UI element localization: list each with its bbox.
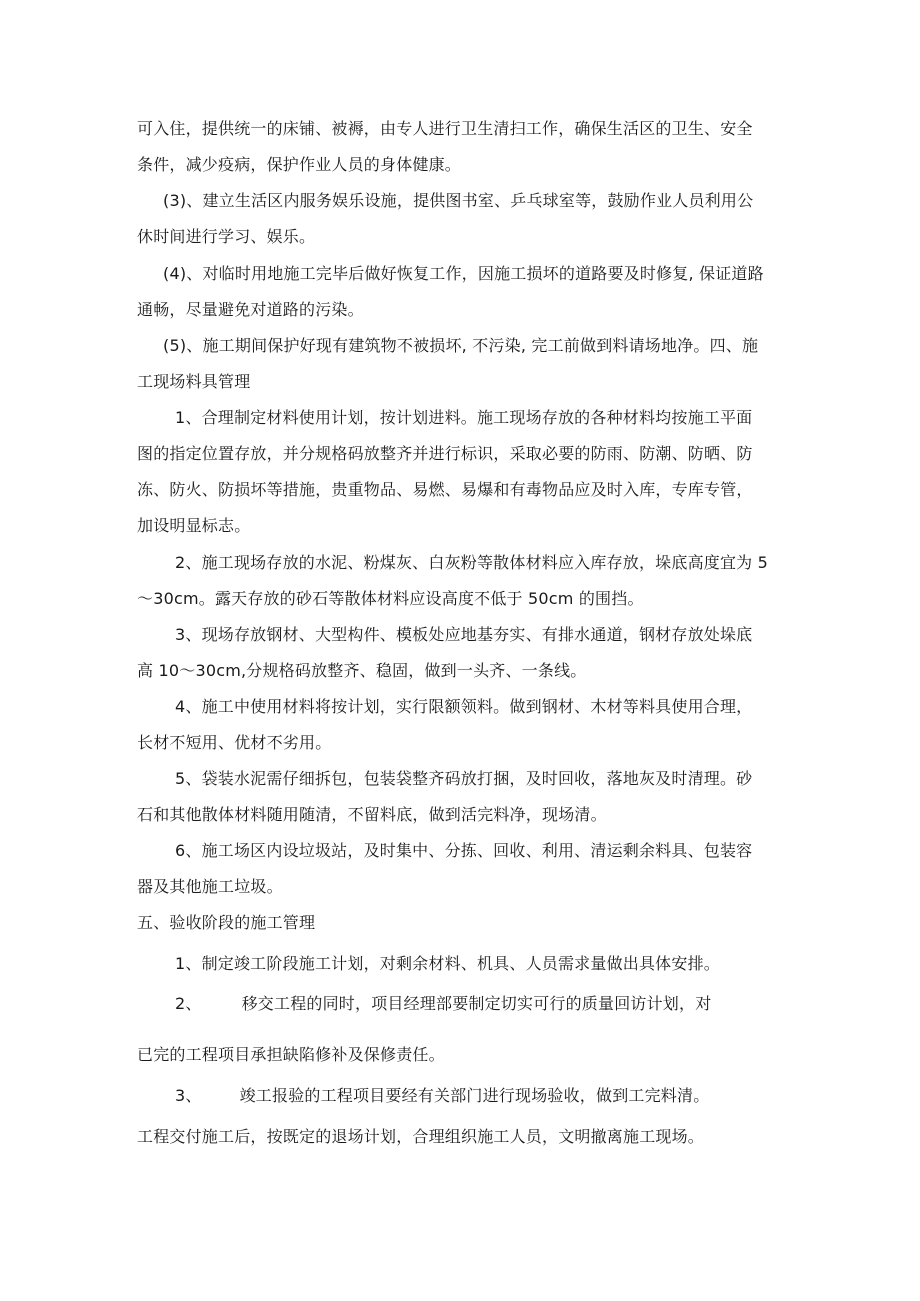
text-line: 1、合理制定材料使用计划，按计划进料。施工现场存放的各种材料均按施工平面 <box>175 408 753 427</box>
text-line: 通畅，尽量避免对道路的污染。 <box>137 300 364 319</box>
text-line: 石和其他散体材料随用随清，不留料底，做到活完料净，现场清。 <box>137 805 607 824</box>
text-line: 可入住，提供统一的床铺、被褥，由专人进行卫生清扫工作，确保生活区的卫生、安全 <box>137 119 753 138</box>
text-line: 加设明显标志。 <box>137 516 251 535</box>
item-text: 竣工报验的工程项目要经有关部门进行现场验收，做到工完料清。 <box>239 1086 710 1105</box>
text-line: 休时间进行学习、娱乐。 <box>137 227 316 246</box>
text-line: 2、施工现场存放的水泥、粉煤灰、白灰粉等散体材料应入库存放，垛底高度宜为 5 <box>175 553 769 572</box>
text-line: 已完的工程项目承担缺陷修补及保修责任。 <box>137 1045 445 1064</box>
item-number: 2、 <box>175 994 202 1013</box>
text-line <box>175 993 711 1015</box>
text-line: (4)、对临时用地施工完毕后做好恢复工作，因施工损坏的道路要及时修复, 保证道路 <box>163 264 764 283</box>
section-heading: 五、验收阶段的施工管理 <box>137 913 316 932</box>
text-line: 图的指定位置存放，并分规格码放整齐并进行标识，采取必要的防雨、防潮、防晒、防 <box>137 444 753 463</box>
text-line: 工现场料具管理 <box>137 372 251 391</box>
text-line: 4、施工中使用材料将按计划，实行限额领料。做到钢材、木材等料具使用合理， <box>175 697 753 716</box>
text-line: 5、袋装水泥需仔细拆包，包装袋整齐码放打捆，及时回收，落地灰及时清理。砂 <box>175 769 753 788</box>
text-line: 6、施工场区内设垃圾站，及时集中、分拣、回收、利用、清运剩余料具、包装容 <box>175 841 753 860</box>
text-line: 工程交付施工后，按既定的退场计划，合理组织施工人员，文明撤离施工现场。 <box>137 1127 705 1146</box>
text-line: (3)、建立生活区内服务娱乐设施，提供图书室、乒乓球室等，鼓励作业人员利用公 <box>163 191 754 210</box>
text-line: (5)、施工期间保护好现有建筑物不被损坏, 不污染, 完工前做到料请场地净。四、施 <box>163 336 759 355</box>
item-text: 移交工程的同时，项目经理部要制定切实可行的质量回访计划，对 <box>241 994 712 1013</box>
text-line <box>175 1085 709 1107</box>
text-line: 条件，减少疫病，保护作业人员的身体健康。 <box>137 155 462 174</box>
item-number: 3、 <box>175 1086 202 1105</box>
text-line: 1、制定竣工阶段施工计划，对剩余材料、机具、人员需求量做出具体安排。 <box>175 954 720 973</box>
text-line: 冻、防火、防损坏等措施，贵重物品、易燃、易爆和有毒物品应及时入库，专库专管， <box>137 480 753 499</box>
text-line: 器及其他施工垃圾。 <box>137 877 283 896</box>
text-line: 长材不短用、优材不劣用。 <box>137 733 332 752</box>
text-line: ～30cm。露天存放的砂石等散体材料应设高度不低于 50cm 的围挡。 <box>137 589 644 608</box>
text-line: 3、现场存放钢材、大型构件、模板处应地基夯实、有排水通道，钢材存放处垛底 <box>175 625 753 644</box>
text-line: 高 10～30cm,分规格码放整齐、稳固，做到一头齐、一条线。 <box>137 661 587 680</box>
